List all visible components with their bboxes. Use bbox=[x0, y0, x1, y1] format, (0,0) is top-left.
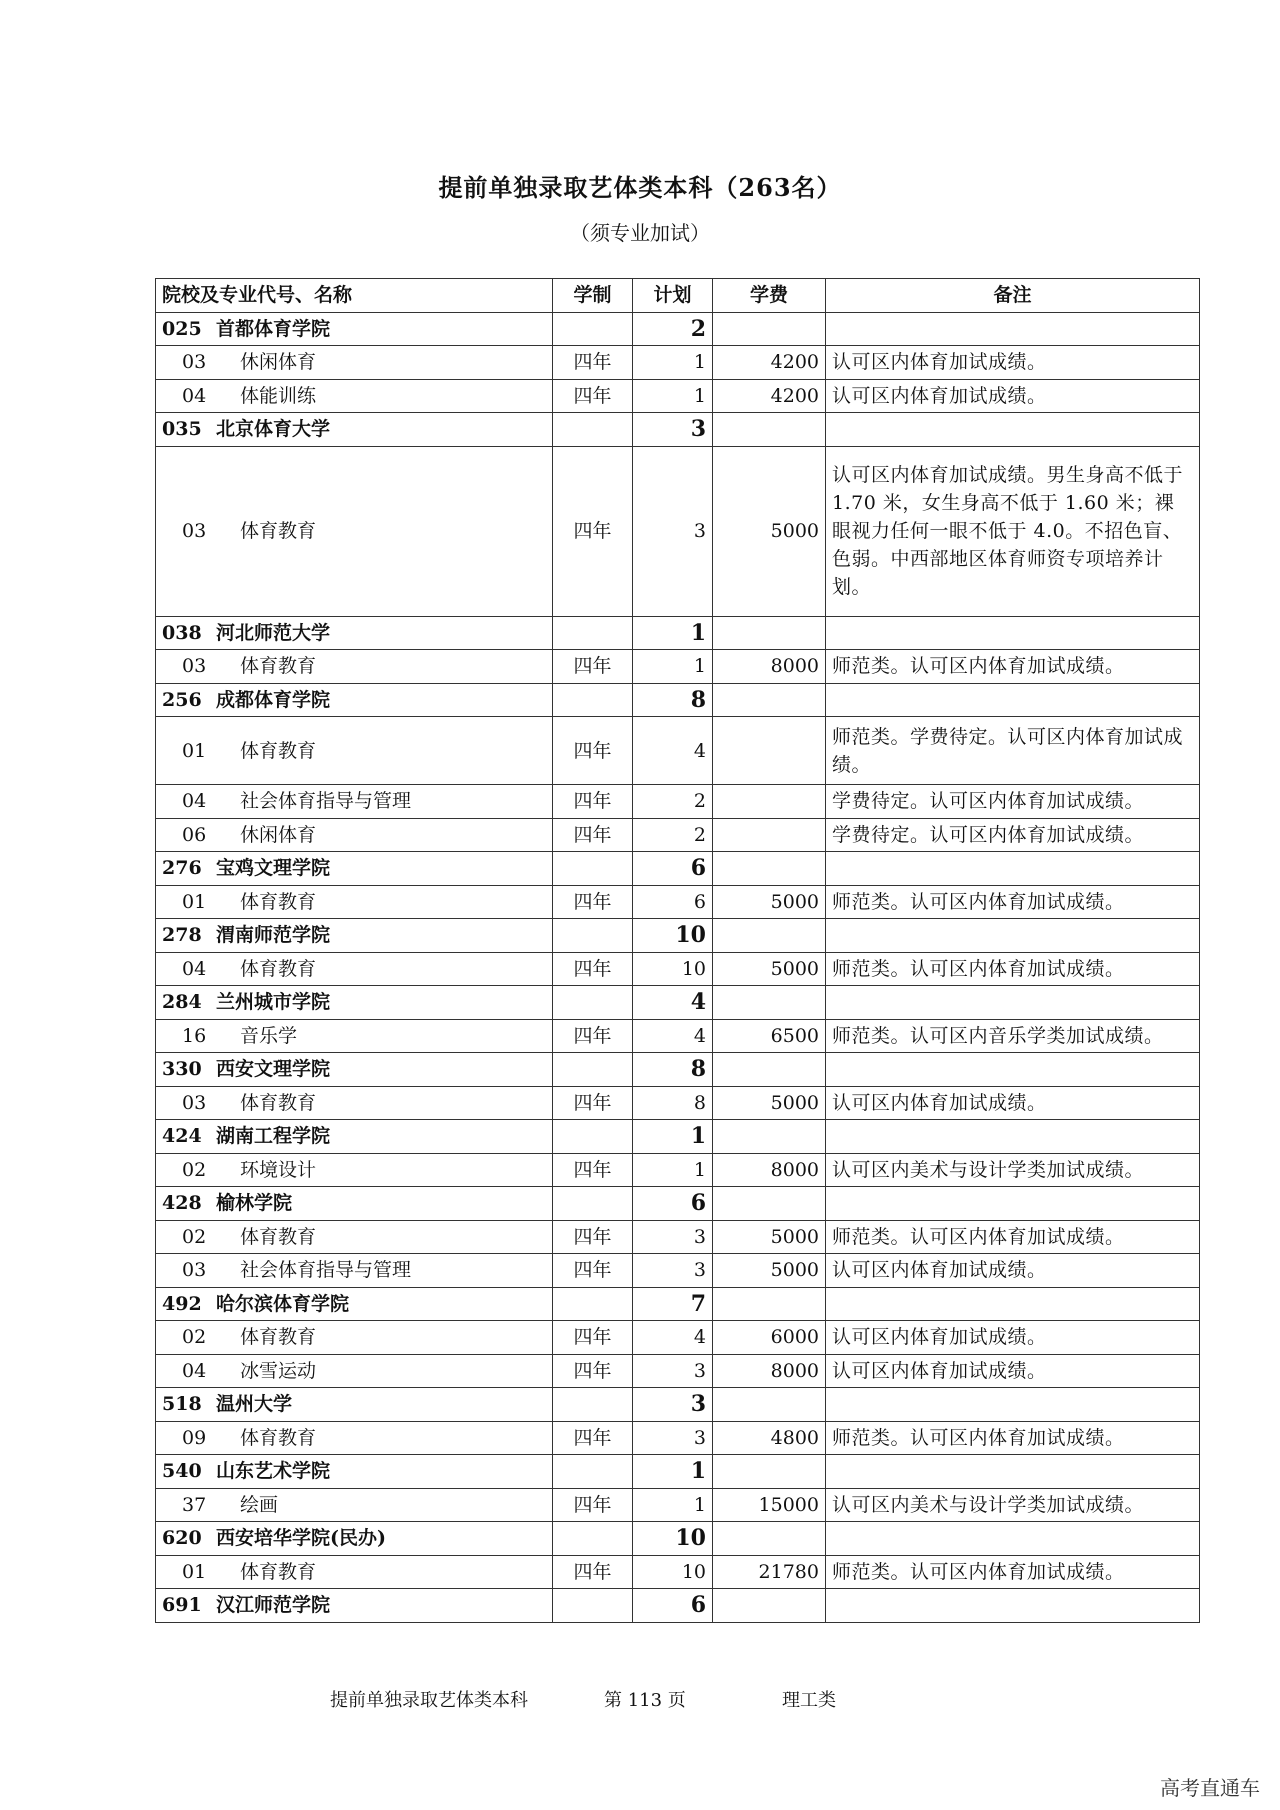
note-cell: 认可区内美术与设计学类加试成绩。 bbox=[826, 1488, 1200, 1522]
major-row bbox=[156, 1153, 1200, 1187]
major-name: 绘画 bbox=[240, 1493, 279, 1516]
system-cell bbox=[553, 1455, 633, 1489]
major-cell bbox=[156, 785, 553, 819]
major-name: 体育教育 bbox=[240, 1091, 317, 1114]
system-cell bbox=[553, 1522, 633, 1556]
plan-cell: 8 bbox=[633, 1053, 713, 1087]
major-code: 09 bbox=[182, 1426, 207, 1449]
fee-cell: 5000 bbox=[713, 1220, 826, 1254]
system-cell: 四年 bbox=[553, 1354, 633, 1388]
school-cell bbox=[156, 312, 553, 346]
major-code: 16 bbox=[182, 1024, 207, 1047]
system-cell bbox=[553, 312, 633, 346]
major-name: 休闲体育 bbox=[240, 351, 317, 374]
major-cell bbox=[156, 1086, 553, 1120]
plan-cell: 1 bbox=[633, 1488, 713, 1522]
plan-cell: 1 bbox=[633, 1120, 713, 1154]
major-cell bbox=[156, 1555, 553, 1589]
school-cell bbox=[156, 1522, 553, 1556]
major-row bbox=[156, 1354, 1200, 1388]
major-cell bbox=[156, 885, 553, 919]
school-code: 540 bbox=[162, 1460, 202, 1483]
major-cell bbox=[156, 952, 553, 986]
major-code: 02 bbox=[182, 1326, 207, 1349]
major-row bbox=[156, 1321, 1200, 1355]
note-cell: 认可区内美术与设计学类加试成绩。 bbox=[826, 1153, 1200, 1187]
table-header-row bbox=[156, 279, 1200, 313]
plan-cell: 4 bbox=[633, 717, 713, 785]
plan-cell: 10 bbox=[633, 1555, 713, 1589]
plan-cell: 3 bbox=[633, 1220, 713, 1254]
note-cell bbox=[826, 1388, 1200, 1422]
school-code: 035 bbox=[162, 418, 202, 441]
school-cell bbox=[156, 616, 553, 650]
major-code: 01 bbox=[182, 739, 207, 762]
header-name: 院校及专业代号、名称 bbox=[156, 279, 553, 313]
fee-cell: 6000 bbox=[713, 1321, 826, 1355]
plan-cell: 3 bbox=[633, 1354, 713, 1388]
plan-cell: 1 bbox=[633, 379, 713, 413]
major-code: 01 bbox=[182, 890, 207, 913]
school-name: 兰州城市学院 bbox=[216, 991, 331, 1014]
school-cell bbox=[156, 1388, 553, 1422]
fee-cell: 5000 bbox=[713, 1086, 826, 1120]
major-cell bbox=[156, 1019, 553, 1053]
header-system: 学制 bbox=[553, 279, 633, 313]
school-cell bbox=[156, 1589, 553, 1623]
fee-cell bbox=[713, 616, 826, 650]
note-cell bbox=[826, 919, 1200, 953]
school-name: 山东艺术学院 bbox=[216, 1460, 331, 1483]
note-cell: 师范类。认可区内体育加试成绩。 bbox=[826, 885, 1200, 919]
major-code: 03 bbox=[182, 351, 207, 374]
fee-cell bbox=[713, 1388, 826, 1422]
plan-cell: 1 bbox=[633, 650, 713, 684]
plan-cell: 3 bbox=[633, 446, 713, 616]
note-cell: 认可区内体育加试成绩。 bbox=[826, 1354, 1200, 1388]
fee-cell: 4200 bbox=[713, 346, 826, 380]
fee-cell: 5000 bbox=[713, 952, 826, 986]
major-cell bbox=[156, 1153, 553, 1187]
plan-cell: 2 bbox=[633, 785, 713, 819]
plan-cell: 3 bbox=[633, 1421, 713, 1455]
fee-cell: 6500 bbox=[713, 1019, 826, 1053]
school-name: 河北师范大学 bbox=[216, 621, 331, 644]
major-row bbox=[156, 1220, 1200, 1254]
school-name: 汉江师范学院 bbox=[216, 1594, 331, 1617]
note-cell bbox=[826, 1522, 1200, 1556]
school-code: 256 bbox=[162, 688, 202, 711]
major-code: 04 bbox=[182, 1359, 207, 1382]
major-name: 音乐学 bbox=[240, 1024, 298, 1047]
major-row bbox=[156, 650, 1200, 684]
note-cell bbox=[826, 1053, 1200, 1087]
major-code: 03 bbox=[182, 1259, 207, 1282]
fee-cell: 4800 bbox=[713, 1421, 826, 1455]
plan-cell: 1 bbox=[633, 346, 713, 380]
major-row bbox=[156, 818, 1200, 852]
system-cell: 四年 bbox=[553, 717, 633, 785]
header-note: 备注 bbox=[826, 279, 1200, 313]
school-row bbox=[156, 1120, 1200, 1154]
system-cell bbox=[553, 852, 633, 886]
major-code: 03 bbox=[182, 655, 207, 678]
school-code: 330 bbox=[162, 1058, 202, 1081]
plan-cell: 2 bbox=[633, 818, 713, 852]
plan-cell: 3 bbox=[633, 413, 713, 447]
plan-cell: 6 bbox=[633, 1187, 713, 1221]
school-code: 518 bbox=[162, 1393, 202, 1416]
school-row bbox=[156, 986, 1200, 1020]
system-cell bbox=[553, 1589, 633, 1623]
school-cell bbox=[156, 1120, 553, 1154]
admission-plan-table bbox=[155, 278, 1200, 1623]
school-row bbox=[156, 413, 1200, 447]
major-row bbox=[156, 1488, 1200, 1522]
school-row bbox=[156, 1522, 1200, 1556]
footer-page-number: 第 113 页 bbox=[604, 1690, 686, 1711]
school-row bbox=[156, 919, 1200, 953]
system-cell: 四年 bbox=[553, 346, 633, 380]
major-code: 04 bbox=[182, 957, 207, 980]
school-code: 278 bbox=[162, 924, 202, 947]
major-cell bbox=[156, 1220, 553, 1254]
system-cell: 四年 bbox=[553, 885, 633, 919]
plan-cell: 2 bbox=[633, 312, 713, 346]
school-name: 哈尔滨体育学院 bbox=[216, 1292, 350, 1315]
major-cell bbox=[156, 818, 553, 852]
major-row bbox=[156, 1019, 1200, 1053]
page-subtitle: （须专业加试） bbox=[570, 221, 710, 245]
school-cell bbox=[156, 986, 553, 1020]
school-name: 西安文理学院 bbox=[216, 1058, 331, 1081]
system-cell: 四年 bbox=[553, 952, 633, 986]
major-name: 体育教育 bbox=[240, 957, 317, 980]
major-cell bbox=[156, 346, 553, 380]
major-code: 02 bbox=[182, 1225, 207, 1248]
major-name: 冰雪运动 bbox=[240, 1359, 317, 1382]
fee-cell bbox=[713, 785, 826, 819]
system-cell: 四年 bbox=[553, 650, 633, 684]
plan-cell: 1 bbox=[633, 1455, 713, 1489]
note-cell: 师范类。学费待定。认可区内体育加试成绩。 bbox=[826, 717, 1200, 785]
major-code: 03 bbox=[182, 520, 207, 542]
system-cell: 四年 bbox=[553, 1019, 633, 1053]
major-code: 04 bbox=[182, 790, 207, 813]
major-cell bbox=[156, 1254, 553, 1288]
fee-cell bbox=[713, 1589, 826, 1623]
plan-cell: 1 bbox=[633, 1153, 713, 1187]
school-code: 038 bbox=[162, 621, 202, 644]
major-cell bbox=[156, 717, 553, 785]
school-row bbox=[156, 1287, 1200, 1321]
school-code: 424 bbox=[162, 1125, 202, 1148]
fee-cell: 8000 bbox=[713, 1153, 826, 1187]
note-cell: 认可区内体育加试成绩。 bbox=[826, 1254, 1200, 1288]
plan-cell: 10 bbox=[633, 1522, 713, 1556]
note-cell: 认可区内体育加试成绩。男生身高不低于 1.70 米，女生身高不低于 1.60 米；裸眼视力任何一眼不低于 4.0。不招色盲、色弱。中西部地区体育师资专项培养计划。 bbox=[826, 446, 1200, 616]
major-row bbox=[156, 1555, 1200, 1589]
fee-cell bbox=[713, 1455, 826, 1489]
school-name: 宝鸡文理学院 bbox=[216, 857, 331, 880]
header-plan: 计划 bbox=[633, 279, 713, 313]
major-name: 社会体育指导与管理 bbox=[240, 790, 412, 813]
fee-cell bbox=[713, 919, 826, 953]
major-code: 03 bbox=[182, 1091, 207, 1114]
note-cell: 认可区内体育加试成绩。 bbox=[826, 346, 1200, 380]
fee-cell: 5000 bbox=[713, 446, 826, 616]
note-cell: 师范类。认可区内音乐学类加试成绩。 bbox=[826, 1019, 1200, 1053]
school-code: 025 bbox=[162, 317, 202, 340]
fee-cell: 8000 bbox=[713, 650, 826, 684]
school-name: 渭南师范学院 bbox=[216, 924, 331, 947]
major-cell bbox=[156, 1354, 553, 1388]
system-cell bbox=[553, 1120, 633, 1154]
fee-cell bbox=[713, 1522, 826, 1556]
watermark: 高考直通车 bbox=[1160, 1776, 1260, 1800]
note-cell bbox=[826, 1120, 1200, 1154]
note-cell: 师范类。认可区内体育加试成绩。 bbox=[826, 952, 1200, 986]
major-row bbox=[156, 446, 1200, 616]
school-cell bbox=[156, 852, 553, 886]
fee-cell bbox=[713, 1120, 826, 1154]
major-cell bbox=[156, 1421, 553, 1455]
system-cell: 四年 bbox=[553, 1153, 633, 1187]
plan-cell: 3 bbox=[633, 1388, 713, 1422]
major-name: 体育教育 bbox=[240, 1426, 317, 1449]
school-row bbox=[156, 616, 1200, 650]
major-name: 体育教育 bbox=[240, 655, 317, 678]
fee-cell bbox=[713, 986, 826, 1020]
plan-cell: 8 bbox=[633, 683, 713, 717]
fee-cell bbox=[713, 1187, 826, 1221]
school-code: 284 bbox=[162, 991, 202, 1014]
school-name: 北京体育大学 bbox=[216, 418, 331, 441]
note-cell: 认可区内体育加试成绩。 bbox=[826, 1086, 1200, 1120]
school-name: 湖南工程学院 bbox=[216, 1125, 331, 1148]
major-name: 体能训练 bbox=[240, 384, 317, 407]
school-cell bbox=[156, 413, 553, 447]
school-row bbox=[156, 852, 1200, 886]
major-row bbox=[156, 785, 1200, 819]
fee-cell bbox=[713, 683, 826, 717]
plan-cell: 6 bbox=[633, 1589, 713, 1623]
plan-cell: 8 bbox=[633, 1086, 713, 1120]
system-cell: 四年 bbox=[553, 1086, 633, 1120]
plan-cell: 6 bbox=[633, 885, 713, 919]
system-cell bbox=[553, 683, 633, 717]
major-row bbox=[156, 346, 1200, 380]
fee-cell bbox=[713, 717, 826, 785]
note-cell bbox=[826, 1589, 1200, 1623]
system-cell bbox=[553, 919, 633, 953]
major-row bbox=[156, 885, 1200, 919]
plan-cell: 1 bbox=[633, 616, 713, 650]
plan-cell: 7 bbox=[633, 1287, 713, 1321]
school-code: 620 bbox=[162, 1527, 202, 1550]
major-name: 体育教育 bbox=[240, 739, 317, 762]
school-row bbox=[156, 1455, 1200, 1489]
plan-cell: 3 bbox=[633, 1254, 713, 1288]
system-cell bbox=[553, 1053, 633, 1087]
school-name: 成都体育学院 bbox=[216, 688, 331, 711]
major-code: 37 bbox=[182, 1493, 207, 1516]
fee-cell bbox=[713, 312, 826, 346]
plan-cell: 4 bbox=[633, 1321, 713, 1355]
note-cell bbox=[826, 986, 1200, 1020]
note-cell: 师范类。认可区内体育加试成绩。 bbox=[826, 1220, 1200, 1254]
school-code: 428 bbox=[162, 1192, 202, 1215]
major-name: 体育教育 bbox=[240, 1326, 317, 1349]
major-code: 04 bbox=[182, 384, 207, 407]
plan-cell: 10 bbox=[633, 919, 713, 953]
major-row bbox=[156, 1421, 1200, 1455]
school-cell bbox=[156, 919, 553, 953]
system-cell bbox=[553, 1187, 633, 1221]
fee-cell: 4200 bbox=[713, 379, 826, 413]
school-cell bbox=[156, 1455, 553, 1489]
system-cell: 四年 bbox=[553, 1321, 633, 1355]
major-row bbox=[156, 1254, 1200, 1288]
school-name: 西安培华学院(民办) bbox=[216, 1527, 386, 1550]
fee-cell: 8000 bbox=[713, 1354, 826, 1388]
note-cell: 认可区内体育加试成绩。 bbox=[826, 379, 1200, 413]
major-name: 体育教育 bbox=[240, 1225, 317, 1248]
major-code: 01 bbox=[182, 1560, 207, 1583]
plan-cell: 6 bbox=[633, 852, 713, 886]
system-cell bbox=[553, 413, 633, 447]
school-code: 691 bbox=[162, 1594, 202, 1617]
major-row bbox=[156, 717, 1200, 785]
major-name: 休闲体育 bbox=[240, 823, 317, 846]
major-name: 社会体育指导与管理 bbox=[240, 1259, 412, 1282]
school-row bbox=[156, 312, 1200, 346]
system-cell: 四年 bbox=[553, 1555, 633, 1589]
major-cell bbox=[156, 379, 553, 413]
footer-category: 理工类 bbox=[782, 1690, 836, 1711]
note-cell: 学费待定。认可区内体育加试成绩。 bbox=[826, 818, 1200, 852]
major-code: 02 bbox=[182, 1158, 207, 1181]
school-name: 温州大学 bbox=[216, 1393, 293, 1416]
note-cell bbox=[826, 1187, 1200, 1221]
fee-cell: 21780 bbox=[713, 1555, 826, 1589]
fee-cell bbox=[713, 1053, 826, 1087]
school-row bbox=[156, 1053, 1200, 1087]
system-cell bbox=[553, 1287, 633, 1321]
school-cell bbox=[156, 1287, 553, 1321]
note-cell: 学费待定。认可区内体育加试成绩。 bbox=[826, 785, 1200, 819]
school-row bbox=[156, 683, 1200, 717]
major-name: 环境设计 bbox=[240, 1158, 317, 1181]
school-cell bbox=[156, 683, 553, 717]
fee-cell bbox=[713, 1287, 826, 1321]
major-row bbox=[156, 952, 1200, 986]
major-cell bbox=[156, 1321, 553, 1355]
system-cell: 四年 bbox=[553, 785, 633, 819]
fee-cell: 15000 bbox=[713, 1488, 826, 1522]
fee-cell: 5000 bbox=[713, 1254, 826, 1288]
note-cell bbox=[826, 683, 1200, 717]
school-row bbox=[156, 1589, 1200, 1623]
system-cell bbox=[553, 1388, 633, 1422]
fee-cell bbox=[713, 852, 826, 886]
school-code: 276 bbox=[162, 857, 202, 880]
school-cell bbox=[156, 1053, 553, 1087]
note-cell bbox=[826, 413, 1200, 447]
footer-section: 提前单独录取艺体类本科 bbox=[330, 1690, 528, 1711]
major-row bbox=[156, 379, 1200, 413]
fee-cell bbox=[713, 413, 826, 447]
system-cell bbox=[553, 986, 633, 1020]
fee-cell: 5000 bbox=[713, 885, 826, 919]
note-cell bbox=[826, 852, 1200, 886]
page-title: 提前单独录取艺体类本科（263名） bbox=[438, 173, 842, 202]
system-cell: 四年 bbox=[553, 1421, 633, 1455]
major-row bbox=[156, 1086, 1200, 1120]
major-cell bbox=[156, 1488, 553, 1522]
system-cell: 四年 bbox=[553, 446, 633, 616]
header-fee: 学费 bbox=[713, 279, 826, 313]
plan-cell: 4 bbox=[633, 986, 713, 1020]
school-row bbox=[156, 1187, 1200, 1221]
school-cell bbox=[156, 1187, 553, 1221]
system-cell: 四年 bbox=[553, 1488, 633, 1522]
note-cell: 师范类。认可区内体育加试成绩。 bbox=[826, 1421, 1200, 1455]
note-cell: 认可区内体育加试成绩。 bbox=[826, 1321, 1200, 1355]
system-cell: 四年 bbox=[553, 818, 633, 852]
system-cell: 四年 bbox=[553, 1220, 633, 1254]
note-cell bbox=[826, 1455, 1200, 1489]
school-row bbox=[156, 1388, 1200, 1422]
system-cell: 四年 bbox=[553, 379, 633, 413]
plan-cell: 10 bbox=[633, 952, 713, 986]
note-cell: 师范类。认可区内体育加试成绩。 bbox=[826, 1555, 1200, 1589]
fee-cell bbox=[713, 818, 826, 852]
major-cell bbox=[156, 446, 553, 616]
note-cell bbox=[826, 1287, 1200, 1321]
major-name: 体育教育 bbox=[240, 1560, 317, 1583]
system-cell: 四年 bbox=[553, 1254, 633, 1288]
system-cell bbox=[553, 616, 633, 650]
note-cell bbox=[826, 312, 1200, 346]
plan-cell: 4 bbox=[633, 1019, 713, 1053]
major-name: 体育教育 bbox=[240, 520, 317, 542]
school-name: 榆林学院 bbox=[216, 1192, 293, 1215]
major-cell bbox=[156, 650, 553, 684]
note-cell: 师范类。认可区内体育加试成绩。 bbox=[826, 650, 1200, 684]
major-name: 体育教育 bbox=[240, 890, 317, 913]
school-code: 492 bbox=[162, 1292, 202, 1315]
major-code: 06 bbox=[182, 823, 207, 846]
note-cell bbox=[826, 616, 1200, 650]
school-name: 首都体育学院 bbox=[216, 317, 331, 340]
